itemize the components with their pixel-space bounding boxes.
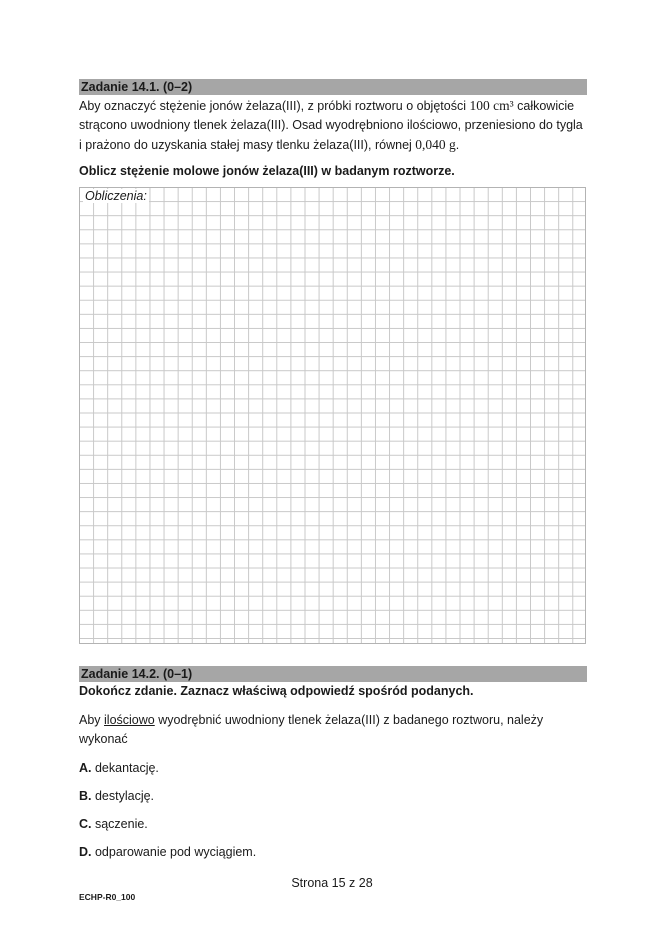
stem-underlined: ilościowo bbox=[104, 713, 155, 727]
option-a-letter: A. bbox=[79, 761, 92, 775]
option-b-text: destylację. bbox=[91, 789, 155, 803]
option-a-text: dekantację. bbox=[91, 761, 159, 775]
option-d-text: odparowanie pod wyciągiem. bbox=[91, 845, 257, 859]
task-14-1-description bbox=[79, 96, 587, 155]
description-end: . bbox=[455, 138, 460, 152]
task-14-2-instruction: Dokończ zdanie. Zaznacz właściwą odpowiedź spośród podanych. bbox=[79, 684, 474, 698]
calculation-grid[interactable] bbox=[79, 187, 586, 644]
volume-value: 100 cm³ bbox=[469, 98, 514, 113]
description-text-2: całkowicie strącono uwodniony tlenek żelaza(III). Osad wyodrębniono ilościowo, przeniesiono do tygla i prażono do uzyskania stałej masy tlenku żelaza(III), równej bbox=[79, 99, 583, 152]
task-14-2-header: Zadanie 14.2. (0–1) bbox=[79, 666, 587, 682]
page-number: Strona 15 z 28 bbox=[291, 876, 373, 890]
calculation-label: Obliczenia: bbox=[85, 189, 147, 203]
task-14-2-stem bbox=[79, 711, 587, 749]
stem-text-2: wyodrębnić uwodniony tlenek żelaza(III) z badanego roztworu, należy wykonać bbox=[79, 713, 544, 746]
option-d[interactable] bbox=[79, 844, 256, 860]
description-text-1: Aby oznaczyć stężenie jonów żelaza(III), z próbki roztworu o objętości bbox=[79, 99, 470, 113]
option-a[interactable] bbox=[79, 760, 159, 776]
option-d-letter: D. bbox=[79, 845, 92, 859]
option-c-letter: C. bbox=[79, 817, 92, 831]
mass-value: 0,040 g bbox=[415, 137, 456, 152]
option-b-letter: B. bbox=[79, 789, 92, 803]
task-14-1-header: Zadanie 14.1. (0–2) bbox=[79, 79, 587, 95]
stem-text-1: Aby bbox=[79, 713, 105, 727]
task-14-1-instruction: Oblicz stężenie molowe jonów żelaza(III) w badanym roztworze. bbox=[79, 164, 455, 178]
exam-code: ECHP-R0_100 bbox=[79, 892, 136, 902]
option-b[interactable] bbox=[79, 788, 154, 804]
option-c-text: sączenie. bbox=[91, 817, 148, 831]
option-c[interactable] bbox=[79, 816, 148, 832]
